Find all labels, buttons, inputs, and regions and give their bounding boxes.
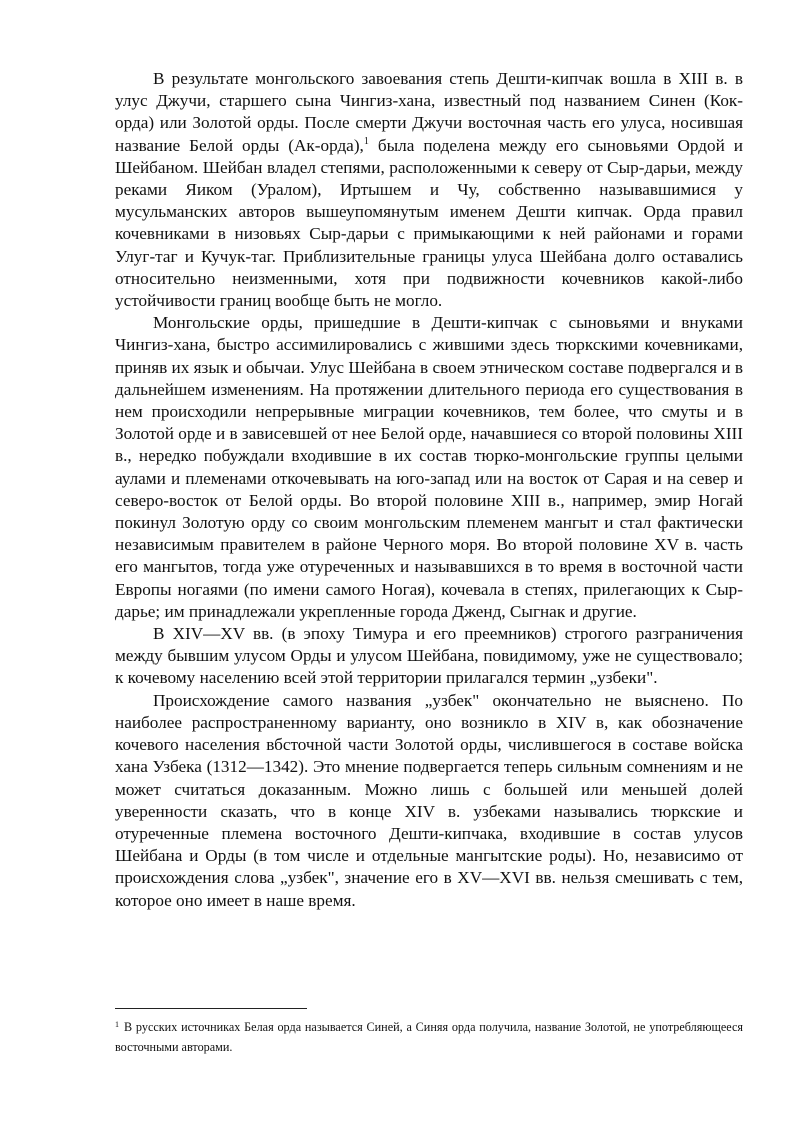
footnote-marker: 1 <box>115 1020 119 1029</box>
footnote <box>115 1018 743 1057</box>
paragraph-4: Происхождение самого названия „узбек" окончательно не выяснено. По наиболее распространенному варианту, оно возникло в XIV в, как обозначение кочевого населения вбсточной части Золотой орды, числившегося в составе войска хана Узбека (1312—1342). Это мнение подвергается теперь сильным сомнениям и не может считаться доказанным. Можно лишь с большей или меньшей долей уверенности сказать, что в конце XIV в. узбеками назывались тюркские и отуреченные племена восточного Дешти-кипчака, входившие в состав улусов Шейбана и Орды (в том числе и отдельные мангытские роды). Но, независимо от происхождения слова „узбек", значение его в XV—XVI вв. нельзя смешивать с тем, которое оно имеет в наше время. <box>115 690 743 910</box>
paragraph-1-text-end: была поделена между его сыновьями Ордой и Шейбаном. Шейбан владел степями, расположенными к северу от Сыр-дарьи, между реками Яиком (Уралом), Иртышем и Чу, собственно называвшимися у мусульманских авторов вышеупомянутым именем Дешти кипчак. Орда правил кочевниками в низовьях Сыр-дарьи с примыкающими к ней районами и горами Улуг-таг и Кучук-таг. Приблизительные границы улуса Шейбана долго оставались относительно неизменными, хотя при подвижности кочевников какой-либо устойчивости границ вообще быть не могло. <box>115 135 744 311</box>
main-text <box>115 68 743 912</box>
footnote-text: В русских источниках Белая орда называется Синей, а Синяя орда получила, название Золотой, не употребляющееся восточными авторами. <box>115 1020 743 1054</box>
footnote-reference[interactable]: 1 <box>363 135 369 147</box>
paragraph-3: В XIV—XV вв. (в эпоху Тимура и его преемников) строгого разграничения между бывшим улусом Орды и улусом Шейбана, повидимому, уже не существовало; к кочевому населению всей этой территории прилагался термин „узбеки". <box>115 624 743 688</box>
paragraph-2: Монгольские орды, пришедшие в Дешти-кипчак с сыновьями и внуками Чингиз-хана, быстро ассимилировались с жившими здесь тюркскими кочевниками, приняв их язык и обычаи. Улус Шейбана в своем этническом составе подвергался и в дальнейшем изменениям. На протяжении длительного периода его существования в нем происходили непрерывные миграции кочевников, тем более, что смуты и в Золотой орде и в зависевшей от нее Белой орде, начавшиеся со второй половины XIII в., нередко побуждали входившие в их состав тюрко-монгольские группы целыми аулами и племенами откочевывать на юго-запад или на восток от Сарая и на север и северо-восток от Белой орды. Во второй половине XIII в., например, эмир Ногай покинул Золотую орду со своим монгольским племенем мангыт и стал фактически независимым правителем в районе Черного моря. Во второй половине XV в. часть его мангытов, тогда уже отуреченных и называвшихся в то время в восточной части Европы ногаями (по имени самого Ногая), кочевала в степях, прилегающих к Сыр-дарье; им принадлежали укрепленные города Дженд, Сыгнак и другие. <box>115 313 743 621</box>
paragraph-1-text-start: В результате монгольского завоевания степь Дешти-кипчак вошла в XIII в. в улус Джучи, старшего сына Чингиз-хана, известный под названием Синен (Кок-орда) или Золотой орды. После смерти Джучи восточная часть его улуса, носившая название Белой орды (Ак-орда), <box>115 69 743 155</box>
paragraph-1 <box>115 68 743 312</box>
footnote-separator <box>115 1008 307 1009</box>
